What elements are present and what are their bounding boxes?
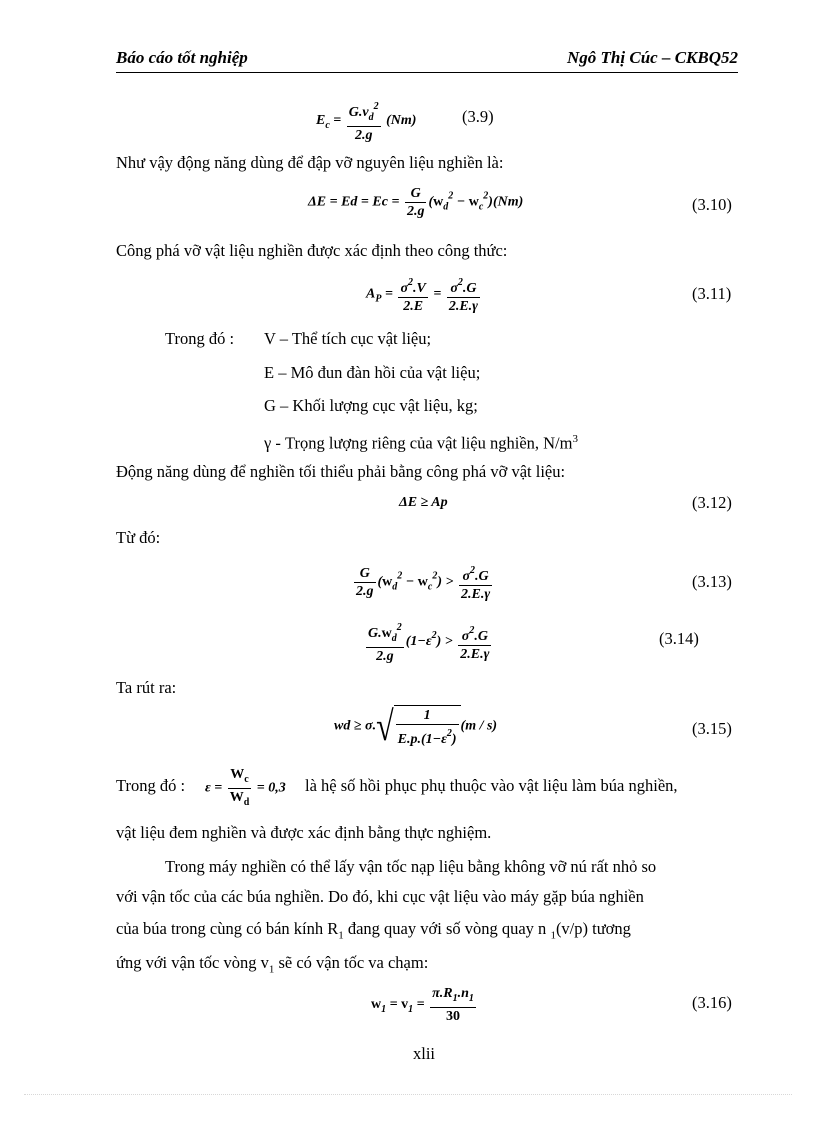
eq-number-3-16: (3.16) [692, 993, 732, 1012]
paragraph-4: Từ đó: [116, 528, 161, 547]
where-e: E – Mô đun đàn hồi của vật liệu; [264, 363, 481, 382]
paragraph-7c: của búa trong cùng có bán kính $R_1$ đang quay với số vòng quay n $_1$(v/p) tương [116, 919, 631, 942]
paragraph-3: Động năng dùng để nghiền tối thiểu phải bằng công phá vỡ vật liệu: [116, 462, 566, 481]
paragraph-6: vật liệu đem nghiền và được xác định bằng thực nghiệm. [116, 823, 492, 842]
equation-3-14: $\frac{G.w_d^2}{2.g}$ $(1-\varepsilon^2)$ > $\frac{\sigma^2.G}{2.E.\gamma}$ [364, 619, 493, 665]
eq-number-3-15: (3.15) [692, 719, 732, 738]
eps-suffix: là hệ số hồi phục phụ thuộc vào vật liệu làm búa nghiền, [305, 776, 678, 795]
header-left: Báo cáo tốt nghiệp [116, 48, 248, 67]
eq-number-3-14: (3.14) [659, 629, 699, 648]
paragraph-7d: ứng với vận tốc vòng $v_1$ sẽ có vận tốc va chạm: [116, 953, 429, 976]
equation-3-11: $A_P$ = $\frac{\sigma^2.V}{2.E}$ = $\frac{\sigma^2.G}{2.E.\gamma}$ [366, 274, 482, 315]
header-rule [116, 72, 738, 73]
header-right: Ngô Thị Cúc – CKBQ52 [567, 48, 738, 67]
paragraph-5: Ta rút ra: [116, 678, 177, 697]
page-number: xlii [413, 1044, 436, 1063]
paragraph-7b: với vận tốc của các búa nghiền. Do đó, khi cục vật liệu vào máy gặp búa nghiền [116, 887, 644, 906]
paragraph-2: Công phá vỡ vật liệu nghiền được xác định theo công thức: [116, 241, 508, 260]
eps-prefix: Trong đó : [116, 776, 186, 795]
equation-3-13: $\frac{G}{2.g}$ $(w_d^2 - w_c^2)$ > $\frac{\sigma^2.G}{2.E.\gamma}$ [352, 562, 494, 603]
paragraph-1: Như vậy động năng dùng để đập vỡ nguyên liệu nghiền là: [116, 153, 504, 172]
eq-number-3-9: (3.9) [462, 107, 494, 126]
paragraph-7a: Trong máy nghiền có thể lấy vận tốc nạp liệu bằng không vỡ nú rất nhỏ so [165, 857, 657, 876]
equation-3-9: $E_c$ = $\frac{G.v_d^2}{2.g}$ (Nm) [316, 98, 416, 144]
eq-number-3-12: (3.12) [692, 493, 732, 512]
footer-rule [24, 1094, 792, 1095]
eq-number-3-13: (3.13) [692, 572, 732, 591]
where-label: Trong đó : [165, 329, 235, 348]
where-g: G – Khối lượng cục vật liệu, kg; [264, 396, 478, 415]
equation-3-10: ΔE = Ed = Ec = $\frac{G}{2.g}$ $(w_d^2 - w_c^2)(Nm)$ [308, 186, 524, 219]
where-v: V – Thể tích cục vật liệu; [264, 329, 432, 348]
eq-number-3-11: (3.11) [692, 284, 732, 303]
eq-number-3-10: (3.10) [692, 195, 732, 214]
epsilon-definition: ε = $\frac{W_c}{W_d}$ = 0,3 [205, 767, 286, 808]
equation-3-15: wd ≥ σ.√ $\frac{1}{E.p.(1-\varepsilon^2)}$ (m / s) [334, 702, 498, 750]
equation-3-16: $w_1 = v_1$ = $\frac{\pi.R_1.n_1}{30}$ [371, 986, 474, 1024]
equation-3-12: ΔE ≥ Ap [399, 495, 448, 510]
where-gamma: γ - Trọng lượng riêng của vật liệu nghiền, $N/m^3$ [264, 433, 578, 453]
